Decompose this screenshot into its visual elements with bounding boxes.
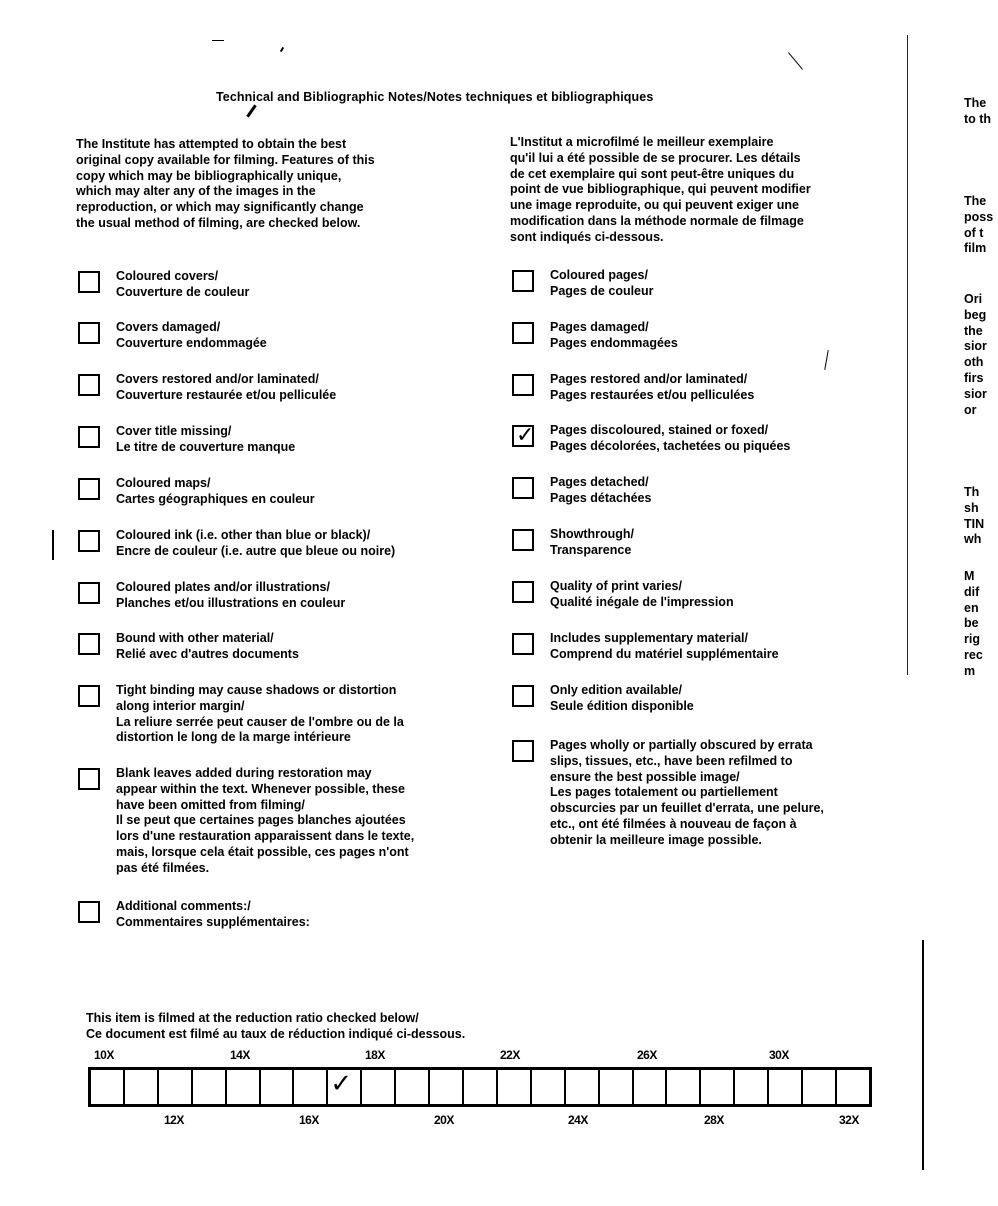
checklist-label: Pages wholly or partially obscured by errata slips, tissues, etc., have been refilmed to ensure the best possible image/ Les pages totalement ou partiellement obscurcies par un feuillet d'errata, une pelure, etc., ont été filmées à nouveau de façon à obtenir la meilleure image possible. [550,738,824,847]
checkbox[interactable] [78,322,100,344]
checkbox[interactable] [78,478,100,500]
checkbox[interactable] [512,529,534,551]
ratio-cell[interactable] [803,1070,837,1104]
ratio-cell[interactable] [125,1070,159,1104]
checklist-label: Pages restored and/or laminated/ Pages restaurées et/ou pelliculées [550,372,755,402]
ratio-label-top: 14X [230,1048,250,1062]
ratio-cell[interactable] [498,1070,532,1104]
checklist-label: Includes supplementary material/ Comprend du matériel supplémentaire [550,631,779,661]
checkbox[interactable] [512,270,534,292]
adjacent-page-fragment: Ori beg the sior oth firs sior or [964,292,987,417]
ratio-cell[interactable] [566,1070,600,1104]
ratio-cell[interactable] [396,1070,430,1104]
ratio-label-bottom: 24X [568,1113,588,1127]
checkmark-icon: ✓ [330,1068,353,1098]
reduction-ratio-label: This item is filmed at the reduction ratio checked below/ Ce document est filmé au taux de réduction indiqué ci-dessous. [86,1011,466,1041]
checkbox[interactable] [512,685,534,707]
checklist-label: Covers restored and/or laminated/ Couverture restaurée et/ou pelliculée [116,372,337,402]
checklist-label: Pages damaged/ Pages endommagées [550,320,678,350]
checkbox[interactable] [512,740,534,762]
checkbox[interactable] [78,271,100,293]
checkbox[interactable] [78,633,100,655]
ratio-cell[interactable] [701,1070,735,1104]
checklist-label: Cover title missing/ Le titre de couverture manque [116,424,296,454]
page-fold-line [907,35,908,675]
checklist-label: Coloured plates and/or illustrations/ Planches et/ou illustrations en couleur [116,580,346,610]
checklist-label: Quality of print varies/ Qualité inégale de l'impression [550,579,734,609]
checklist-label: Additional comments:/ Commentaires supplémentaires: [116,899,310,929]
ratio-label-bottom: 12X [164,1113,184,1127]
intro-french: L'Institut a microfilmé le meilleur exemplaire qu'il lui a été possible de se procurer. Les détails de cet exemplaire qui sont peut-être uniques du point de vue bibliographique, qui peuvent modifier une image reproduite, ou qui peuvent exiger une modification dans la méthode normale de filmage sont indiqués ci-dessous. [510,135,811,244]
checkbox[interactable] [512,374,534,396]
checkbox[interactable] [512,422,535,447]
adjacent-page-fragment: The poss of t film [964,194,994,256]
ratio-cell[interactable] [532,1070,566,1104]
ratio-label-bottom: 32X [839,1113,859,1127]
checklist-label: Pages detached/ Pages détachées [550,475,652,505]
checklist-label: Pages discoloured, stained or foxed/ Pages décolorées, tachetées ou piquées [550,423,791,453]
checkbox[interactable] [78,901,100,923]
checkbox[interactable] [78,685,100,707]
checkbox[interactable] [78,374,100,396]
ratio-cell[interactable] [362,1070,396,1104]
page-title: Technical and Bibliographic Notes/Notes techniques et bibliographiques [216,90,654,104]
adjacent-page-fragment: The to th [964,96,992,126]
checkbox[interactable] [512,633,534,655]
ratio-cell[interactable] [159,1070,193,1104]
ratio-label-top: 22X [500,1048,520,1062]
ratio-label-top: 30X [769,1048,789,1062]
ratio-cell[interactable] [769,1070,803,1104]
ratio-cell[interactable] [464,1070,498,1104]
checklist-label: Blank leaves added during restoration may appear within the text. Whenever possible, these have been omitted from filming/ Il se peut que certaines pages blanches ajoutées lors d'une restauration apparaissent dans le texte, mais, lorsque cela était possible, ces pages n'ont pas été filmées. [116,766,415,875]
intro-english: The Institute has attempted to obtain the best original copy available for filming. Features of this copy which may be bibliographically unique, which may alter any of the images in the reproduction, or which may significantly change the usual method of filming, are checked below. [76,137,375,230]
checkbox[interactable] [78,530,100,552]
checkbox[interactable] [78,582,100,604]
checklist-label: Bound with other material/ Relié avec d'autres documents [116,631,299,661]
page-fold-line-lower [922,940,924,1170]
ratio-cell[interactable] [600,1070,634,1104]
ratio-cell[interactable] [227,1070,261,1104]
ratio-cell[interactable] [667,1070,701,1104]
ratio-cell[interactable] [261,1070,295,1104]
checkbox[interactable] [78,768,100,790]
ratio-label-top: 18X [365,1048,385,1062]
checklist-label: Coloured ink (i.e. other than blue or black)/ Encre de couleur (i.e. autre que bleue ou noire) [116,528,396,558]
ratio-cell[interactable] [193,1070,227,1104]
checkbox[interactable] [512,477,534,499]
ratio-label-bottom: 20X [434,1113,454,1127]
scan-mark [212,40,224,41]
ratio-cell[interactable] [634,1070,668,1104]
ratio-cell[interactable] [837,1070,869,1104]
ratio-cell[interactable] [430,1070,464,1104]
scan-mark [788,52,803,69]
ratio-cell[interactable] [294,1070,328,1104]
checkbox[interactable] [78,426,100,448]
scan-mark [824,350,828,370]
checkbox[interactable] [512,581,534,603]
checklist-label: Covers damaged/ Couverture endommagée [116,320,267,350]
checkbox[interactable] [512,322,534,344]
checklist-label: Tight binding may cause shadows or distortion along interior margin/ La reliure serrée peut causer de l'ombre ou de la distortion le long de la marge intérieure [116,683,404,745]
checklist-label: Coloured pages/ Pages de couleur [550,268,654,298]
ratio-label-top: 10X [94,1048,114,1062]
ratio-label-top: 26X [637,1048,657,1062]
adjacent-page-fragment: Th sh TIN wh [964,485,985,547]
reduction-ratio-strip [88,1067,872,1107]
checkmark-icon: ✓ [516,422,535,447]
scan-mark [280,47,284,52]
adjacent-page-fragment: M dif en be rig rec m [964,569,983,678]
ratio-label-bottom: 16X [299,1113,319,1127]
ratio-cell[interactable] [328,1070,362,1104]
checklist-label: Only edition available/ Seule édition disponible [550,683,694,713]
ratio-cell[interactable] [735,1070,769,1104]
scan-mark [246,104,256,117]
ratio-cell[interactable] [91,1070,125,1104]
scan-mark [52,530,54,560]
checklist-label: Coloured maps/ Cartes géographiques en couleur [116,476,315,506]
checklist-label: Showthrough/ Transparence [550,527,635,557]
ratio-label-bottom: 28X [704,1113,724,1127]
checklist-label: Coloured covers/ Couverture de couleur [116,269,250,299]
